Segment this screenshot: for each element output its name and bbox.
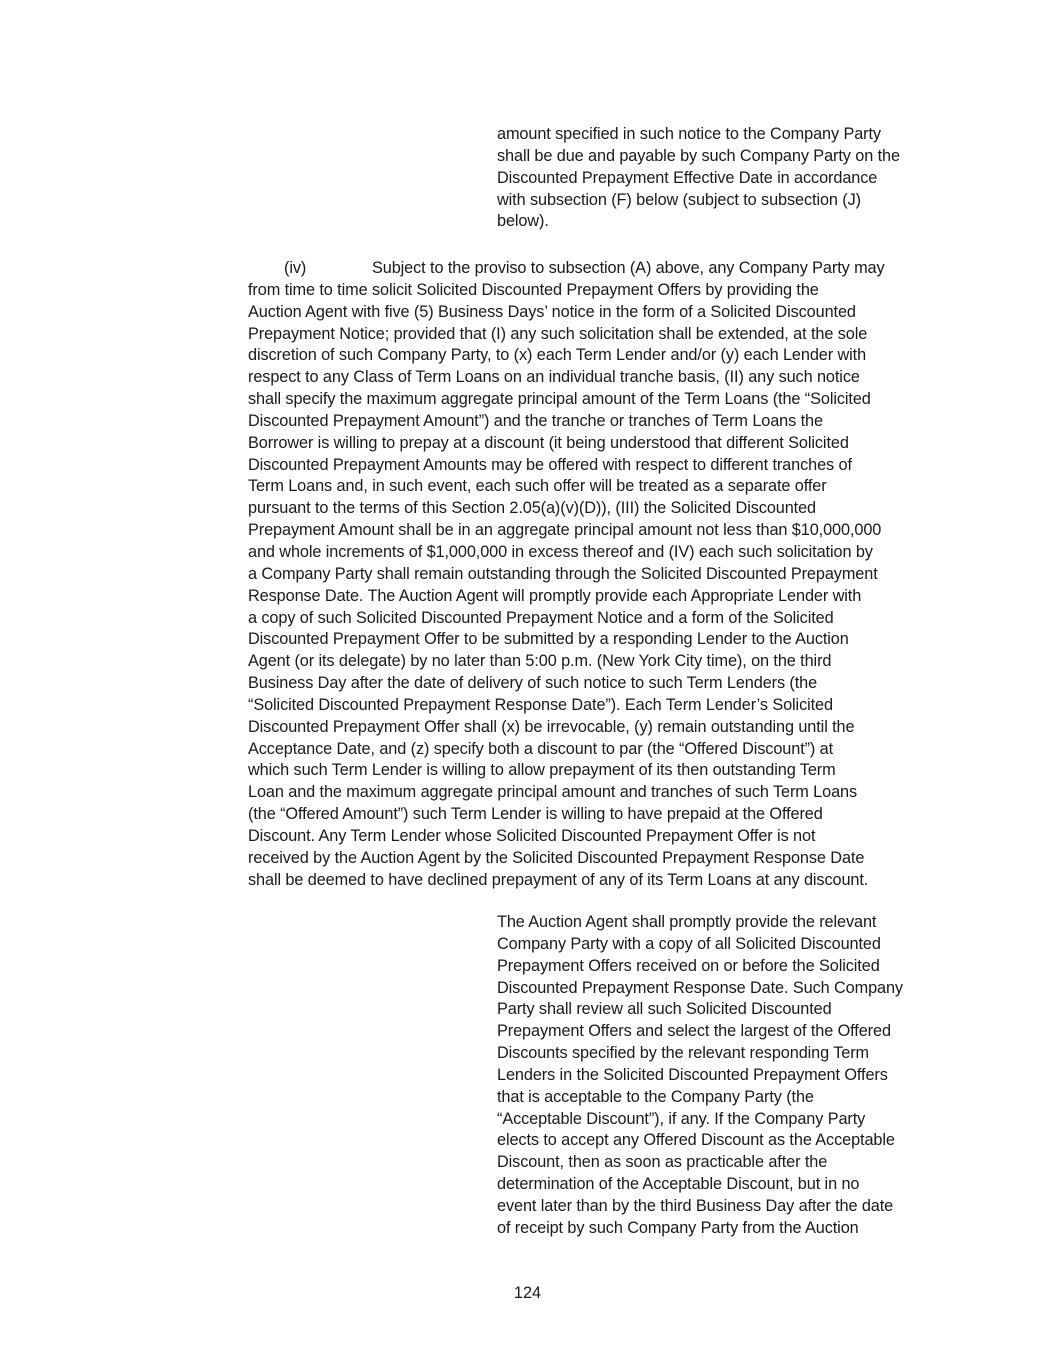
text-line: Subject to the proviso to subsection (A) above, any Company Party may <box>372 259 885 277</box>
text-line: The Auction Agent shall promptly provide the relevant <box>497 913 877 931</box>
text-line: Auction Agent with five (5) Business Days’ notice in the form of a Solicited Discounted <box>248 302 856 321</box>
text-line: discretion of such Company Party, to (x) each Term Lender and/or (y) each Lender with <box>248 346 867 365</box>
text-line: Discounted Prepayment Offer shall (x) be irrevocable, (y) remain outstanding until the <box>248 717 855 736</box>
text-line: Acceptance Date, and (z) specify both a discount to par (the “Offered Discount”) at <box>248 739 834 758</box>
text-line: elects to accept any Offered Discount as the Acceptable <box>497 1131 895 1150</box>
text-line: Prepayment Offers and select the largest of the Offered <box>497 1022 891 1041</box>
text-line: Term Loans and, in such event, each such offer will be treated as a separate offer <box>248 477 827 496</box>
text-line: below). <box>497 212 549 231</box>
text-line: Borrower is willing to prepay at a discount (it being understood that different Solicited <box>248 433 849 452</box>
continued-paragraph <box>497 124 937 233</box>
text-line: Loan and the maximum aggregate principal amount and tranches of such Term Loans <box>248 783 858 802</box>
text-line: Discount, then as soon as practicable after the <box>497 1153 828 1172</box>
text-line: Discounted Prepayment Amounts may be offered with respect to different tranches of <box>248 455 852 474</box>
text-line: Prepayment Notice; provided that (I) any such solicitation shall be extended, at the sole <box>248 324 868 343</box>
text-line: Agent (or its delegate) by no later than 5:00 p.m. (New York City time), on the third <box>248 652 832 671</box>
text-line: shall be deemed to have declined prepayment of any of its Term Loans at any discount. <box>248 870 869 889</box>
text-line: Discounted Prepayment Amount”) and the tranche or tranches of Term Loans the <box>248 411 823 430</box>
text-line: “Acceptable Discount”), if any. If the Company Party <box>497 1109 866 1128</box>
text-line: Discounted Prepayment Response Date. Such Company <box>497 978 903 997</box>
page-number: 124 <box>513 1284 542 1302</box>
text-line: pursuant to the terms of this Section 2.05(a)(v)(D)), (III) the Solicited Discounted <box>248 499 817 518</box>
text-line: Discount. Any Term Lender whose Solicited Discounted Prepayment Offer is not <box>248 826 816 845</box>
text-line: of receipt by such Company Party from the Auction <box>497 1218 859 1237</box>
following-paragraph <box>497 912 937 1240</box>
text-line: Prepayment Amount shall be in an aggregate principal amount not less than $10,000,000 <box>248 521 882 540</box>
text-line: event later than by the third Business Day after the date <box>497 1196 894 1215</box>
text-line: amount specified in such notice to the Company Party <box>497 125 881 143</box>
text-line: Discounted Prepayment Effective Date in accordance <box>497 168 878 187</box>
text-line: shall specify the maximum aggregate principal amount of the Term Loans (the “Solicited <box>248 390 871 409</box>
text-line: that is acceptable to the Company Party (the <box>497 1087 814 1106</box>
text-line: with subsection (F) below (subject to subsection (J) <box>497 190 861 209</box>
text-line: which such Term Lender is willing to allow prepayment of its then outstanding Term <box>248 761 836 780</box>
text-line: from time to time solicit Solicited Discounted Prepayment Offers by providing the <box>248 280 819 299</box>
text-line: received by the Auction Agent by the Solicited Discounted Prepayment Response Date <box>248 848 865 867</box>
text-line: a copy of such Solicited Discounted Prepayment Notice and a form of the Solicited <box>248 608 834 627</box>
text-line: determination of the Acceptable Discount, but in no <box>497 1175 860 1194</box>
text-line: Discounted Prepayment Offer to be submitted by a responding Lender to the Auction <box>248 630 849 649</box>
text-line: shall be due and payable by such Company Party on the <box>497 146 900 165</box>
text-line: Discounts specified by the relevant responding Term <box>497 1044 869 1063</box>
text-line: Business Day after the date of delivery of such notice to such Term Lenders (the <box>248 674 818 693</box>
text-line: respect to any Class of Term Loans on an individual tranche basis, (II) any such notice <box>248 368 860 387</box>
text-line: Lenders in the Solicited Discounted Prepayment Offers <box>497 1065 888 1084</box>
text-line: Company Party with a copy of all Solicited Discounted <box>497 934 881 953</box>
section-number: (iv) <box>284 259 307 277</box>
text-line: a Company Party shall remain outstanding through the Solicited Discounted Prepayment <box>248 564 878 583</box>
text-line: Party shall review all such Solicited Discounted <box>497 1000 832 1019</box>
text-line: (the “Offered Amount”) such Term Lender is willing to have prepaid at the Offered <box>248 805 823 824</box>
text-line: and whole increments of $1,000,000 in excess thereof and (IV) each such solicitation by <box>248 542 873 561</box>
section-iv-paragraph <box>248 258 938 891</box>
section-iv-first-line <box>248 258 938 280</box>
text-line: Response Date. The Auction Agent will promptly provide each Appropriate Lender with <box>248 586 862 605</box>
text-line: Prepayment Offers received on or before the Solicited <box>497 956 880 975</box>
text-line: “Solicited Discounted Prepayment Response Date”). Each Term Lender’s Solicited <box>248 695 833 714</box>
